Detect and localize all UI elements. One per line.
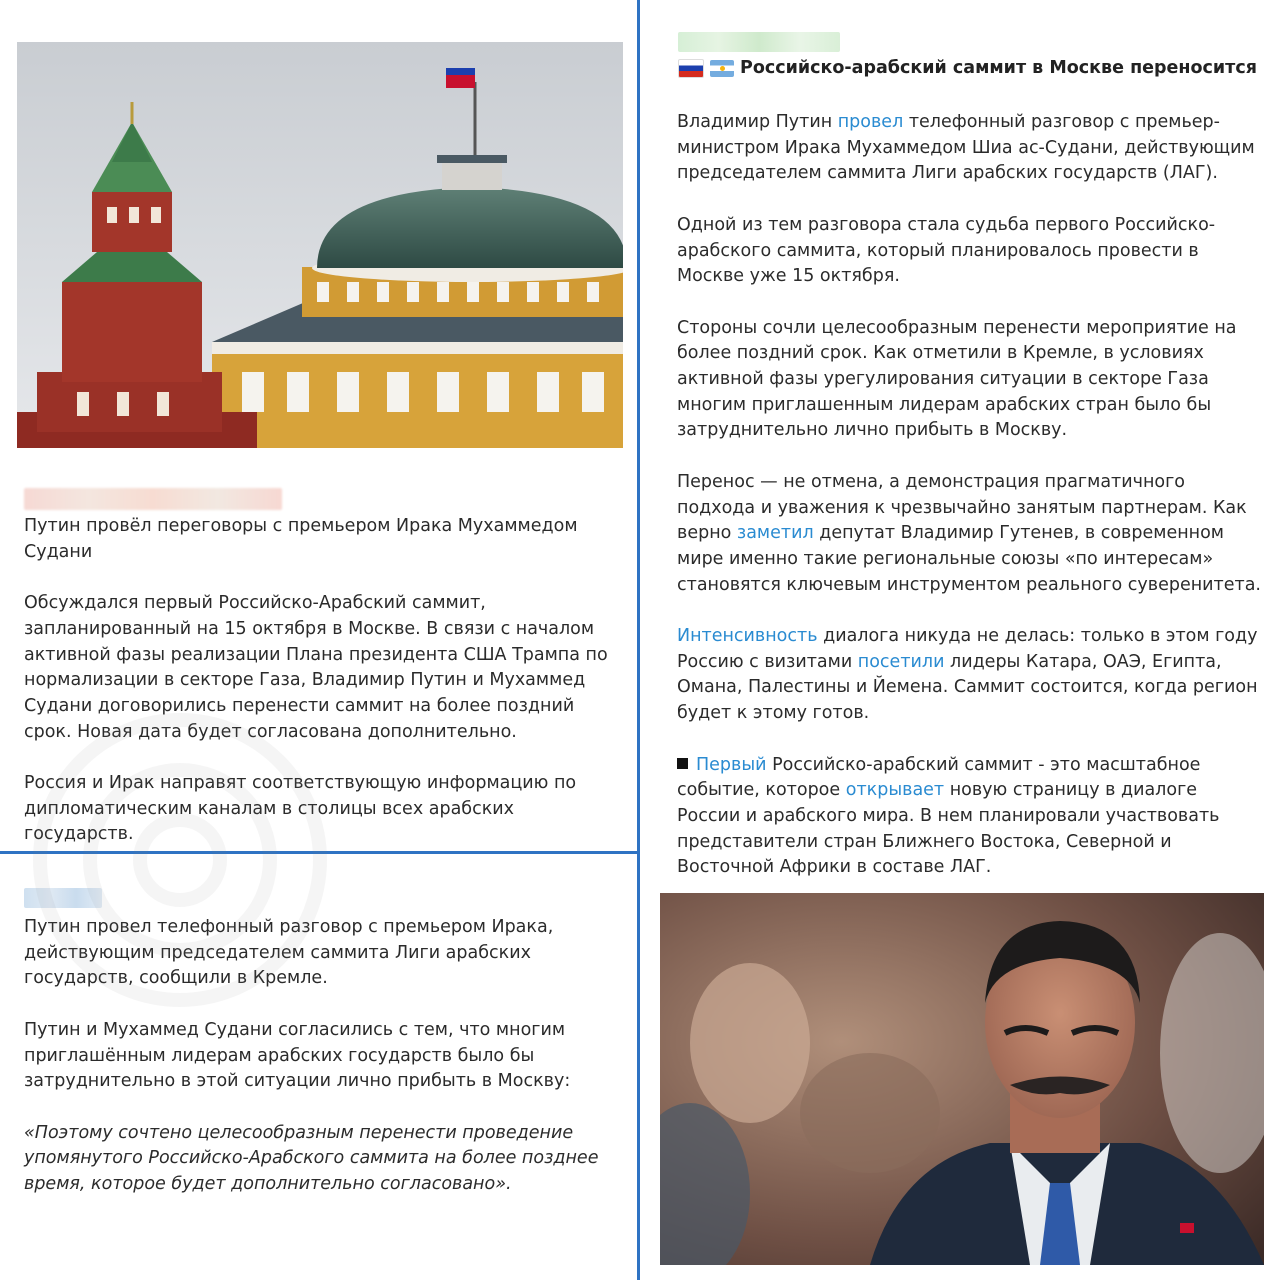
post-paragraph: Одной из тем разговора стала судьба первого Российско-арабского саммита, который планировалось провести в Москве уже 15 октября. [677, 214, 1216, 287]
post-paragraph: Перенос — не отмена, а демонстрация прагматичного подхода и уважения к чрезвычайно занятым партнерам. Как верно заметил депутат Владимир Гутенев, в современном мире именно такие региональные союзы «по интересам» становятся ключевым инструментом реального суверенитета. [677, 471, 1261, 595]
post-paragraph: Путин и Мухаммед Судани согласились с тем, что многим приглашённым лидерам арабских государств было бы затруднительно в этой ситуации лично прибыть в Москву: [24, 1019, 571, 1092]
post-quote: «Поэтому сочтено целесообразным перенести проведение упомянутого Российско-Арабского саммита на более позднее время, которое будет дополнительно согласовано». [24, 1122, 599, 1194]
vertical-divider [637, 0, 640, 1280]
post-paragraph: Владимир Путин провел телефонный разговор с премьер-министром Ирака Мухаммедом Шиа ас-Судани, действующим председателем саммита Лиги арабских государств (ЛАГ). [677, 112, 1255, 184]
post-paragraph: Путин провел телефонный разговор с премьером Ирака, действующим председателем саммита Лиги арабских государств, сообщили в Кремле. [24, 917, 554, 989]
black-square-icon [677, 758, 688, 769]
post-title: Путин провёл переговоры с премьером Ирака Мухаммедом Судани [24, 516, 578, 562]
link-posetili[interactable]: посетили [857, 651, 945, 672]
right-post [677, 110, 1262, 907]
sudani-photo [660, 893, 1264, 1265]
post-paragraph: Интенсивность диалога никуда не делась: только в этом году Россию с визитами посетили лидеры Катара, ОАЭ, Египта, Омана, Палестины и Йемена. Саммит состоится, когда регион будет к этому готов. [677, 626, 1258, 724]
link-intensivnost[interactable]: Интенсивность [677, 626, 818, 646]
blurred-channel-name [24, 488, 282, 510]
post-paragraph: Обсуждался первый Российско-Арабский саммит, запланированный на 15 октября в Москве. В связи с началом активной фазы реализации Плана президента США Трампа по нормализации в секторе Газа, Владимир Путин и Мухаммед Судани договорились перенести саммит на более поздний срок. Новая дата будет согласована дополнительно. [24, 593, 608, 742]
blurred-channel-name [678, 32, 840, 52]
left-top-post [24, 514, 624, 874]
post-paragraph: Россия и Ирак направят соответствующую информацию по дипломатическим каналам в столицы всех арабских государств. [24, 773, 577, 845]
argentina-flag-icon [710, 60, 734, 77]
blurred-channel-name [24, 888, 102, 908]
link-zametil[interactable]: заметил [736, 523, 814, 544]
link-provel[interactable]: провел [837, 112, 904, 132]
kremlin-photo [17, 42, 623, 448]
left-bottom-post [24, 915, 614, 1223]
post-paragraph: Первый Российско-арабский саммит - это масштабное событие, которое открывает новую страницу в диалоге России и арабского мира. В нем планировали участвовать представители стран Ближнего Востока, Северной и Восточной Африки в составе ЛАГ. [677, 754, 1220, 878]
link-pervyi[interactable]: Первый [696, 754, 767, 775]
post-paragraph: Стороны сочли целесообразным перенести мероприятие на более поздний срок. Как отметили в Кремле, в условиях активной фазы урегулирования ситуации в секторе Газа многим приглашенным лидерам арабских стран было бы затруднительно лично прибыть в Москву. [677, 317, 1237, 441]
post-headline-row [678, 58, 1257, 78]
link-otkryvaet[interactable]: открывает [845, 780, 945, 801]
russia-flag-icon [678, 59, 704, 78]
post-headline: Российско-арабский саммит в Москве переносится [740, 58, 1257, 78]
